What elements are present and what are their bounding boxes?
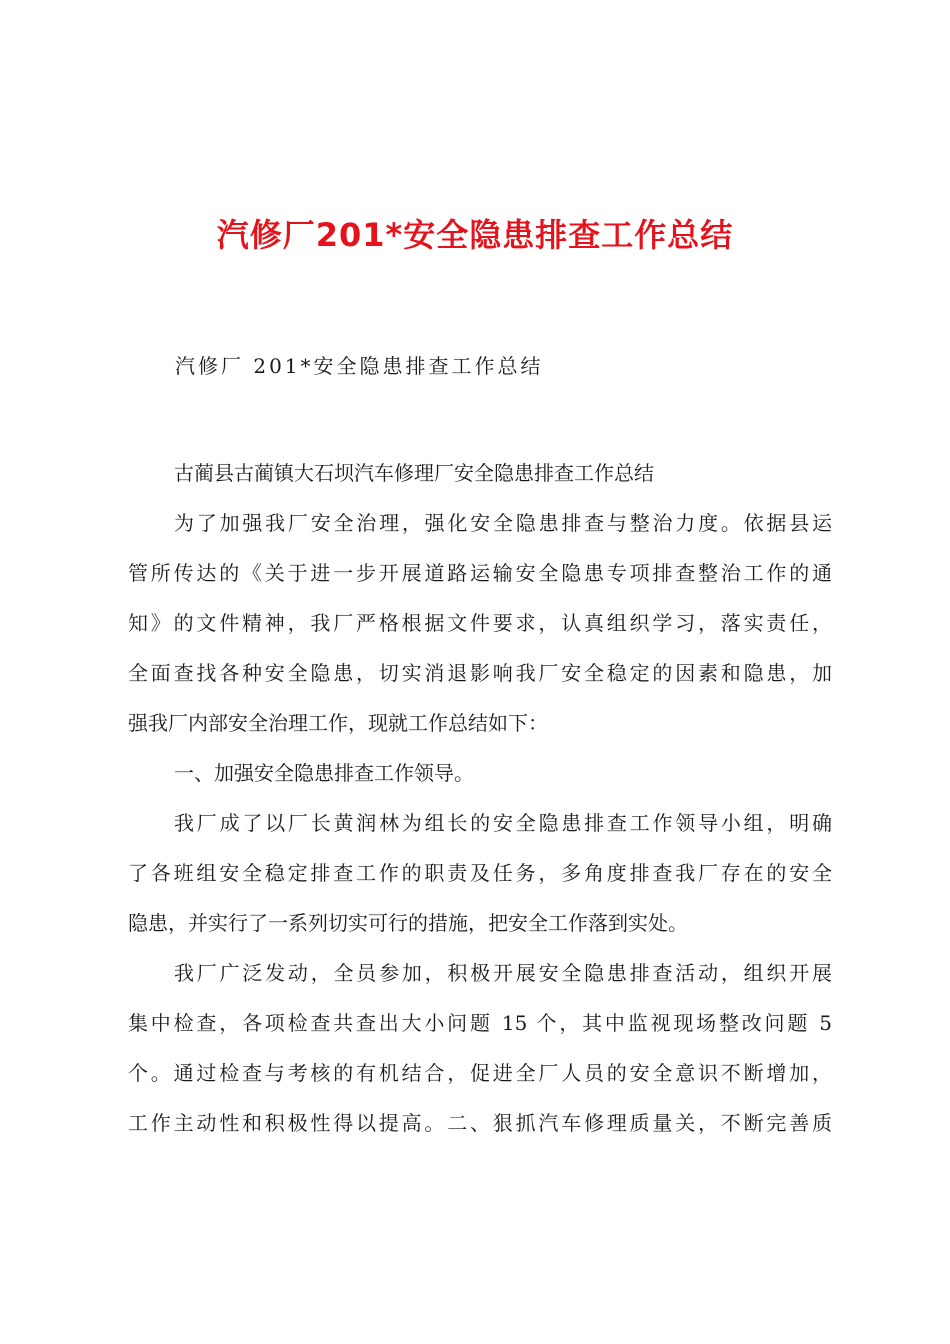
paragraph-line: 知》的文件精神，我厂严格根据文件要求，认真组织学习，落实责任， [128, 611, 832, 635]
section-heading-line: 一、加强安全隐患排查工作领导。 [174, 761, 474, 785]
paragraph-line: 强我厂内部安全治理工作，现就工作总结如下： [128, 711, 548, 735]
paragraph-line: 我厂成了以厂长黄润林为组长的安全隐患排查工作领导小组，明确 [174, 811, 832, 835]
paragraph-line: 管所传达的《关于进一步开展道路运输安全隐患专项排查整治工作的通 [128, 561, 832, 585]
paragraph-line: 工作主动性和积极性得以提高。二、狠抓汽车修理质量关，不断完善质 [128, 1111, 832, 1135]
document-subtitle: 汽修厂 201*安全隐患排查工作总结 [175, 354, 544, 378]
paragraph-line: 集中检查，各项检查共查出大小问题 15 个，其中监视现场整改问题 5 [128, 1011, 832, 1035]
document-body [128, 448, 832, 1148]
paragraph-line: 全面查找各种安全隐患，切实消退影响我厂安全稳定的因素和隐患，加 [128, 661, 832, 685]
paragraph-line: 个。通过检查与考核的有机结合，促进全厂人员的安全意识不断增加， [128, 1061, 832, 1085]
org-heading-line: 古蔺县古蔺镇大石坝汽车修理厂安全隐患排查工作总结 [174, 461, 654, 485]
paragraph-line: 了各班组安全稳定排查工作的职责及任务，多角度排查我厂存在的安全 [128, 861, 832, 885]
paragraph-line: 为了加强我厂安全治理，强化安全隐患排查与整治力度。依据县运 [174, 511, 832, 535]
document-title: 汽修厂201*安全隐患排查工作总结 [216, 216, 734, 254]
paragraph-line: 我厂广泛发动，全员参加，积极开展安全隐患排查活动，组织开展 [174, 961, 832, 985]
paragraph-line: 隐患，并实行了一系列切实可行的措施，把安全工作落到实处。 [128, 911, 688, 935]
